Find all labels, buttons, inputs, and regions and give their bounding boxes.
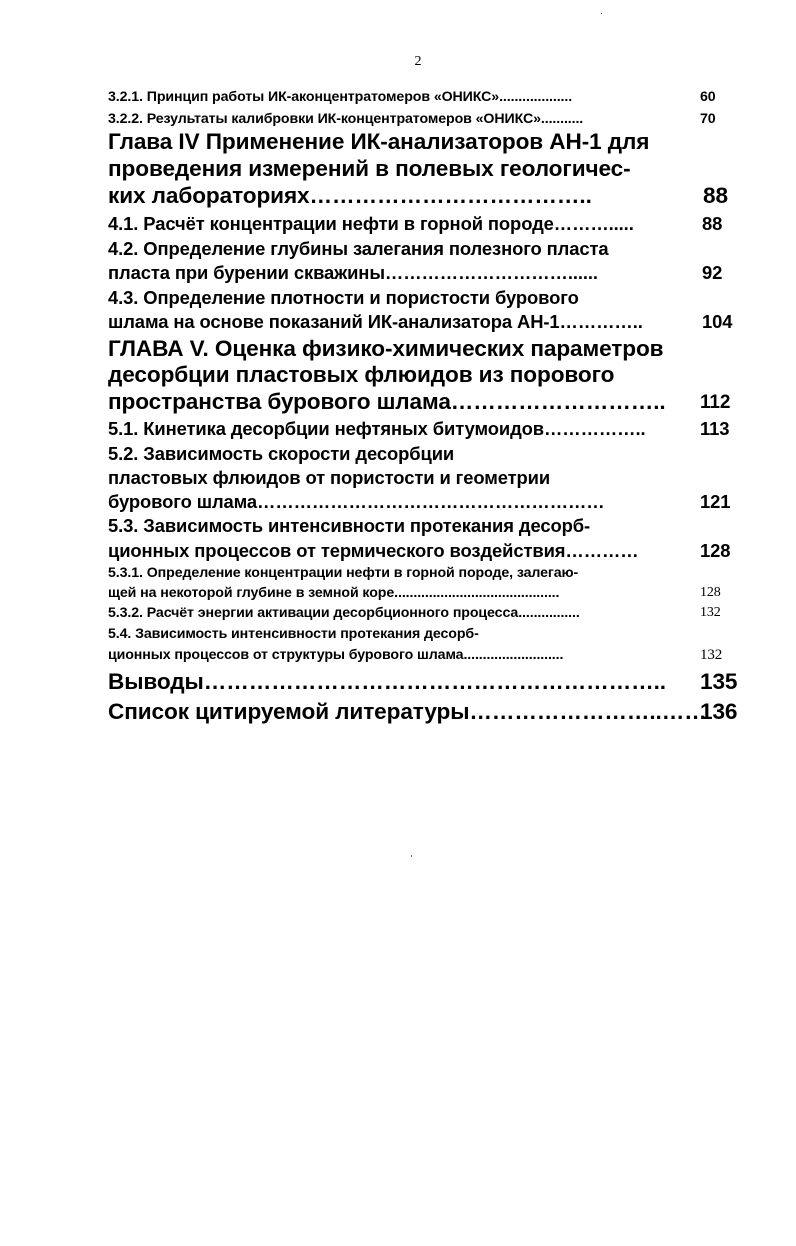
- toc-entry-5-3-2: [108, 605, 738, 621]
- toc-references: [108, 699, 738, 725]
- toc-entry-5-1: [108, 418, 738, 440]
- scan-speck: [411, 855, 412, 857]
- toc-entry-5-2-line-2: [108, 467, 738, 489]
- toc-chapter-4-line-2: [108, 156, 738, 182]
- toc-entry-5-3-1-line-2: [108, 585, 738, 601]
- toc-entry-4-2-line-1: [108, 238, 738, 260]
- toc-entry-title: 3.2.1. Принцип работы ИК-аконцентратомеров «ОНИКС»...................: [108, 89, 573, 105]
- toc-entry-3-2-2: [108, 111, 738, 127]
- toc-page-number: 136: [700, 699, 738, 724]
- toc-entry-title: ГЛАВА V. Оценка физико-химических параметров: [108, 336, 664, 361]
- toc-page-number: 121: [700, 491, 731, 512]
- toc-entry-5-3-1-line-1: [108, 565, 738, 581]
- toc-page-number: 104: [702, 311, 733, 332]
- toc-chapter-5-line-1: [108, 336, 738, 362]
- toc-page-number: 128: [700, 540, 731, 561]
- toc-entry-title: 5.3.1. Определение концентрации нефти в горной породе, залегаю-: [108, 565, 579, 581]
- toc-entry-title: 5.2. Зависимость скорости десорбции: [108, 443, 455, 464]
- toc-entry-4-3-line-2: [108, 311, 738, 333]
- toc-entry-4-1: [108, 213, 738, 235]
- page-number: 2: [414, 54, 422, 69]
- toc-chapter-4-line-3: [108, 183, 738, 209]
- toc-page-number: 70: [700, 111, 716, 127]
- toc-entry-title: пласта при бурении скважины…………………………......: [108, 262, 598, 283]
- toc-entry-5-4-line-2: [108, 647, 738, 663]
- toc-entry-5-4-line-1: [108, 626, 738, 642]
- toc-entry-4-2-line-2: [108, 262, 738, 284]
- toc-entry-title: 5.1. Кинетика десорбции нефтяных битумоидов……………..: [108, 418, 646, 439]
- toc-entry-5-2-line-3: [108, 491, 738, 513]
- toc-entry-title: Выводы……………………………………………………..: [108, 669, 666, 694]
- toc-entry-title: ционных процессов от термического воздействия…………: [108, 540, 639, 561]
- toc-entry-title: 5.3.2. Расчёт энергии активации десорбционного процесса................: [108, 605, 580, 621]
- toc-entry-title: проведения измерений в полевых геологичес-: [108, 156, 631, 181]
- toc-page-number: 112: [700, 392, 731, 413]
- toc-page-number: 113: [700, 418, 730, 439]
- toc-page-number: 88: [702, 213, 723, 234]
- toc-entry-title: 4.3. Определение плотности и пористости бурового: [108, 287, 579, 308]
- toc-entry-title: ционных процессов от структуры бурового шлама..........................: [108, 647, 564, 663]
- scan-speck: [601, 13, 602, 14]
- toc-entry-title: пространства бурового шлама………………………..: [108, 389, 666, 414]
- toc-conclusions: [108, 669, 738, 695]
- toc-entry-title: Список цитируемой литературы……………………..……: [108, 699, 707, 724]
- toc-entry-5-2-line-1: [108, 443, 738, 465]
- toc-entry-title: 5.3. Зависимость интенсивности протекания десорб-: [108, 515, 591, 536]
- toc-page-number: 88: [703, 183, 728, 208]
- toc-entry-title: 4.2. Определение глубины залегания полезного пласта: [108, 238, 609, 259]
- toc-entry-5-3-line-1: [108, 515, 738, 537]
- toc-page-number: 132: [700, 647, 723, 663]
- toc-entry-5-3-line-2: [108, 540, 738, 562]
- toc-entry-title: 5.4. Зависимость интенсивности протекания десорб-: [108, 626, 479, 642]
- toc-chapter-5-line-3: [108, 389, 738, 415]
- toc-entry-4-3-line-1: [108, 287, 738, 309]
- toc-entry-title: ких лабораториях………………………………..: [108, 183, 592, 208]
- toc-page-number: 60: [700, 89, 716, 105]
- toc-entry-title: шлама на основе показаний ИК-анализатора АН-1…………..: [108, 311, 643, 332]
- toc-entry-title: 4.1. Расчёт концентрации нефти в горной породе……….....: [108, 213, 634, 234]
- toc-entry-title: Глава IV Применение ИК-анализаторов АН-1 для: [108, 129, 650, 154]
- toc-entry-title: 3.2.2. Результаты калибровки ИК-концентратомеров «ОНИКС»...........: [108, 111, 584, 127]
- toc-chapter-5-line-2: [108, 362, 738, 388]
- toc-page-number: 128: [700, 585, 721, 600]
- toc-page-number: 132: [700, 605, 721, 620]
- toc-page-number: 92: [702, 262, 723, 283]
- toc-entry-title: десорбции пластовых флюидов из порового: [108, 362, 615, 387]
- toc-entry-title: бурового шлама…………………………………………………: [108, 491, 605, 512]
- toc-entry-3-2-1: [108, 89, 738, 105]
- toc-page-number: 135: [700, 669, 738, 694]
- toc-entry-title: щей на некоторой глубине в земной коре...........................................: [108, 585, 560, 601]
- toc-entry-title: пластовых флюидов от пористости и геометрии: [108, 467, 551, 488]
- toc-chapter-4-line-1: [108, 129, 738, 155]
